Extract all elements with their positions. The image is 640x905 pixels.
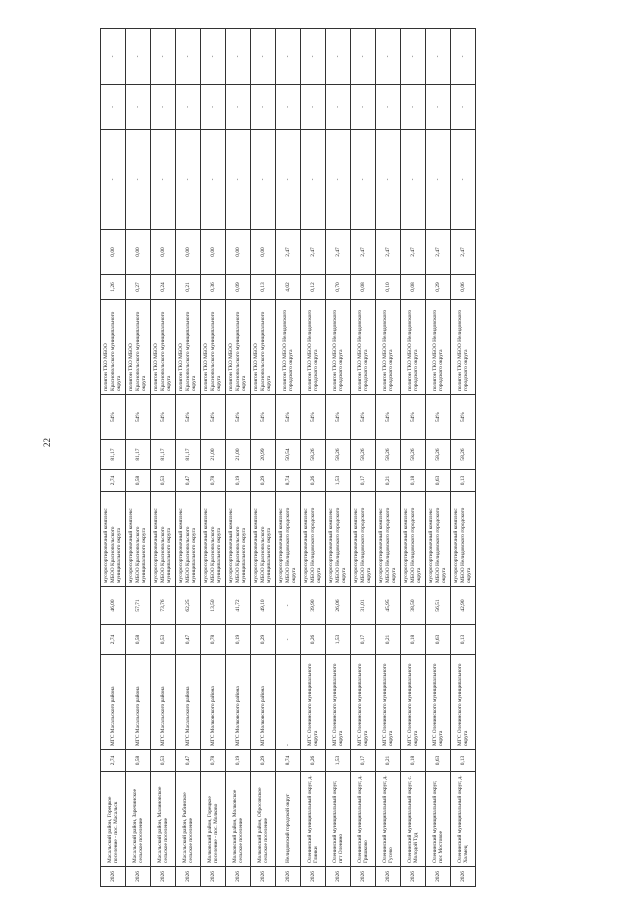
landfill-cell: полигон ТКО МБОО Нелидовского городского округа bbox=[426, 300, 451, 395]
sorting-percent-cell: 54% bbox=[176, 395, 201, 440]
sorting-complex-cell: мусоросортировочный комплекс МБОО Краснопольского муниципального округа bbox=[201, 492, 226, 587]
sorting-percent-cell: 54% bbox=[151, 395, 176, 440]
settlement-cell: Молковский район, Горецкое поселение - пос. Молково bbox=[201, 772, 226, 867]
empty-cell-2: - bbox=[226, 85, 251, 130]
landfill-cell: полигон ТКО МБОО Краснопольского муниципального округа bbox=[251, 300, 276, 395]
settlement-cell: Оленинский муниципальный округ, с. Молодой Туд bbox=[401, 772, 426, 867]
transfer-station-cell: МГС Оленинского муниципального округа bbox=[301, 655, 326, 750]
sorting-complex-cell: мусоросортировочный комплекс МБОО Нелидовского городского округа bbox=[426, 492, 451, 587]
settlement-cell: Оленинский муниципальный округ, д. Гусево bbox=[376, 772, 401, 867]
empty-cell-1: - bbox=[126, 130, 151, 230]
transfer-volume-cell: 0,13 bbox=[451, 625, 476, 655]
landfill-volume-cell: 0,08 bbox=[401, 275, 426, 300]
empty-cell-1: - bbox=[276, 130, 301, 230]
transfer-station-cell: МГС Масальского района bbox=[101, 655, 126, 750]
table-row bbox=[276, 29, 301, 887]
distance-cell: 26,06 bbox=[326, 587, 351, 625]
settlement-cell: Оленинский муниципальный округ, пгт Оленино bbox=[326, 772, 351, 867]
sorting-volume-cell: 0,17 bbox=[351, 470, 376, 492]
sorting-complex-cell: мусоросортировочный комплекс МБОО Краснопольского муниципального округа bbox=[251, 492, 276, 587]
sorting-distance-cell: 81,17 bbox=[151, 440, 176, 470]
empty-cell-2: - bbox=[326, 85, 351, 130]
sorting-volume-cell: 1,53 bbox=[326, 470, 351, 492]
sorting-distance-cell: 58,26 bbox=[451, 440, 476, 470]
distance-cell: 38,50 bbox=[401, 587, 426, 625]
landfill-distance-cell: 0,00 bbox=[151, 230, 176, 275]
sorting-complex-cell: мусоросортировочный комплекс МБОО Нелидовского городского округа bbox=[351, 492, 376, 587]
sorting-distance-cell: 81,17 bbox=[101, 440, 126, 470]
sorting-complex-cell: мусоросортировочный комплекс МБОО Краснопольского муниципального округа bbox=[101, 492, 126, 587]
volume-cell: 8,74 bbox=[276, 750, 301, 772]
volume-cell: 0,63 bbox=[426, 750, 451, 772]
settlement-cell: Масальский район, Малиновское сельское поселение bbox=[151, 772, 176, 867]
distance-cell: 31,01 bbox=[351, 587, 376, 625]
sorting-distance-cell: 81,17 bbox=[176, 440, 201, 470]
empty-cell-3: - bbox=[351, 29, 376, 85]
distance-cell: 39,90 bbox=[301, 587, 326, 625]
empty-cell-3: - bbox=[101, 29, 126, 85]
landfill-distance-cell: 2,47 bbox=[426, 230, 451, 275]
empty-cell-3: - bbox=[126, 29, 151, 85]
transfer-station-cell: МГС Молковского района bbox=[201, 655, 226, 750]
year-cell: 2026 bbox=[201, 867, 226, 887]
settlement-cell: Нелидовский городской округ bbox=[276, 772, 301, 867]
transfer-volume-cell: 0,47 bbox=[176, 625, 201, 655]
landfill-cell: полигон ТКО МБОО Краснопольского муниципального округа bbox=[101, 300, 126, 395]
landfill-volume-cell: 0,70 bbox=[326, 275, 351, 300]
distance-cell: 73,76 bbox=[151, 587, 176, 625]
sorting-complex-cell: мусоросортировочный комплекс МБОО Краснопольского муниципального округа bbox=[151, 492, 176, 587]
distance-cell: 46,00 bbox=[101, 587, 126, 625]
transfer-volume-cell: 0,63 bbox=[426, 625, 451, 655]
sorting-complex-cell: мусоросортировочный комплекс МБОО Краснопольского муниципального округа bbox=[126, 492, 151, 587]
landfill-distance-cell: 0,00 bbox=[201, 230, 226, 275]
landfill-distance-cell: 2,47 bbox=[326, 230, 351, 275]
sorting-complex-cell: мусоросортировочный комплекс МБОО Нелидовского городского округа bbox=[376, 492, 401, 587]
sorting-percent-cell: 54% bbox=[326, 395, 351, 440]
landfill-volume-cell: 0,24 bbox=[151, 275, 176, 300]
year-cell: 2026 bbox=[451, 867, 476, 887]
transfer-volume-cell: 0,21 bbox=[376, 625, 401, 655]
year-cell: 2026 bbox=[151, 867, 176, 887]
table-row bbox=[251, 29, 276, 887]
landfill-volume-cell: 4,02 bbox=[276, 275, 301, 300]
sorting-percent-cell: 54% bbox=[301, 395, 326, 440]
year-cell: 2026 bbox=[351, 867, 376, 887]
empty-cell-1: - bbox=[351, 130, 376, 230]
transfer-station-cell: МГС Масальского района bbox=[151, 655, 176, 750]
settlement-cell: Оленинский муниципальный округ, д. Холмец bbox=[451, 772, 476, 867]
landfill-distance-cell: 0,00 bbox=[126, 230, 151, 275]
landfill-cell: полигон ТКО МБОО Нелидовского городского округа bbox=[276, 300, 301, 395]
landfill-volume-cell: 0,09 bbox=[226, 275, 251, 300]
landfill-distance-cell: 2,47 bbox=[451, 230, 476, 275]
settlement-cell: Масальский район, Рыбинское сельское поселение bbox=[176, 772, 201, 867]
transfer-station-cell: МГС Масальского района bbox=[176, 655, 201, 750]
sorting-percent-cell: 54% bbox=[251, 395, 276, 440]
landfill-distance-cell: 2,47 bbox=[401, 230, 426, 275]
empty-cell-1: - bbox=[426, 130, 451, 230]
transfer-station-cell: МГС Молковского района bbox=[226, 655, 251, 750]
transfer-volume-cell: - bbox=[276, 625, 301, 655]
transfer-station-cell: МГС Масальского района bbox=[126, 655, 151, 750]
empty-cell-2: - bbox=[426, 85, 451, 130]
empty-cell-2: - bbox=[276, 85, 301, 130]
empty-cell-2: - bbox=[176, 85, 201, 130]
empty-cell-2: - bbox=[301, 85, 326, 130]
landfill-distance-cell: 2,47 bbox=[276, 230, 301, 275]
year-cell: 2026 bbox=[126, 867, 151, 887]
landfill-volume-cell: 0,36 bbox=[201, 275, 226, 300]
year-cell: 2026 bbox=[401, 867, 426, 887]
landfill-cell: полигон ТКО МБОО Краснопольского муниципального округа bbox=[126, 300, 151, 395]
transfer-volume-cell: 0,29 bbox=[251, 625, 276, 655]
distance-cell: 42,90 bbox=[451, 587, 476, 625]
empty-cell-1: - bbox=[176, 130, 201, 230]
table-row bbox=[201, 29, 226, 887]
empty-cell-3: - bbox=[276, 29, 301, 85]
landfill-distance-cell: 0,00 bbox=[176, 230, 201, 275]
sorting-complex-cell: мусоросортировочный комплекс МБОО Нелидовского городского округа bbox=[276, 492, 301, 587]
year-cell: 2026 bbox=[176, 867, 201, 887]
year-cell: 2026 bbox=[326, 867, 351, 887]
sorting-distance-cell: 58,26 bbox=[326, 440, 351, 470]
transfer-station-cell: - bbox=[276, 655, 301, 750]
empty-cell-2: - bbox=[101, 85, 126, 130]
empty-cell-2: - bbox=[201, 85, 226, 130]
empty-cell-3: - bbox=[201, 29, 226, 85]
sorting-distance-cell: 50,54 bbox=[276, 440, 301, 470]
year-cell: 2026 bbox=[276, 867, 301, 887]
empty-cell-1: - bbox=[251, 130, 276, 230]
sorting-volume-cell: 0,21 bbox=[376, 470, 401, 492]
sorting-percent-cell: 54% bbox=[126, 395, 151, 440]
empty-cell-2: - bbox=[401, 85, 426, 130]
empty-cell-3: - bbox=[151, 29, 176, 85]
sorting-percent-cell: 54% bbox=[426, 395, 451, 440]
settlement-cell: Молковский район, Молковское сельское поселение bbox=[226, 772, 251, 867]
table-row bbox=[326, 29, 351, 887]
empty-cell-1: - bbox=[301, 130, 326, 230]
empty-cell-2: - bbox=[251, 85, 276, 130]
distance-cell: 57,71 bbox=[126, 587, 151, 625]
transfer-volume-cell: 1,53 bbox=[326, 625, 351, 655]
sorting-percent-cell: 54% bbox=[376, 395, 401, 440]
transfer-volume-cell: 0,58 bbox=[126, 625, 151, 655]
volume-cell: 0,53 bbox=[151, 750, 176, 772]
year-cell: 2026 bbox=[251, 867, 276, 887]
empty-cell-3: - bbox=[176, 29, 201, 85]
volume-cell: 0,29 bbox=[251, 750, 276, 772]
sorting-distance-cell: 58,26 bbox=[351, 440, 376, 470]
sorting-volume-cell: 0,78 bbox=[201, 470, 226, 492]
transfer-station-cell: МГС Молковского района bbox=[251, 655, 276, 750]
landfill-volume-cell: 0,10 bbox=[376, 275, 401, 300]
volume-cell: 0,58 bbox=[126, 750, 151, 772]
volume-cell: 0,19 bbox=[226, 750, 251, 772]
settlement-cell: Оленинский муниципальный округ, д. Гришково bbox=[351, 772, 376, 867]
landfill-volume-cell: 0,29 bbox=[426, 275, 451, 300]
settlement-cell: Молковский район, Обросовское сельское поселение bbox=[251, 772, 276, 867]
empty-cell-3: - bbox=[451, 29, 476, 85]
sorting-percent-cell: 54% bbox=[201, 395, 226, 440]
volume-cell: 0,13 bbox=[451, 750, 476, 772]
sorting-complex-cell: мусоросортировочный комплекс МБОО Нелидовского городского округа bbox=[326, 492, 351, 587]
sorting-volume-cell: 0,63 bbox=[426, 470, 451, 492]
empty-cell-1: - bbox=[376, 130, 401, 230]
empty-cell-1: - bbox=[451, 130, 476, 230]
year-cell: 2026 bbox=[301, 867, 326, 887]
sorting-percent-cell: 54% bbox=[101, 395, 126, 440]
sorting-distance-cell: 21,00 bbox=[201, 440, 226, 470]
empty-cell-3: - bbox=[426, 29, 451, 85]
sorting-percent-cell: 54% bbox=[226, 395, 251, 440]
landfill-volume-cell: 0,21 bbox=[176, 275, 201, 300]
landfill-distance-cell: 0,00 bbox=[226, 230, 251, 275]
empty-cell-3: - bbox=[401, 29, 426, 85]
empty-cell-3: - bbox=[301, 29, 326, 85]
volume-cell: 0,78 bbox=[201, 750, 226, 772]
distance-cell: 13,50 bbox=[201, 587, 226, 625]
empty-cell-1: - bbox=[101, 130, 126, 230]
empty-cell-3: - bbox=[326, 29, 351, 85]
settlement-cell: Оленинский муниципальный округ, пос Мостовое bbox=[426, 772, 451, 867]
volume-cell: 2,74 bbox=[101, 750, 126, 772]
table-row bbox=[301, 29, 326, 887]
volume-cell: 0,47 bbox=[176, 750, 201, 772]
sorting-distance-cell: 58,26 bbox=[376, 440, 401, 470]
table-row bbox=[101, 29, 126, 887]
sorting-complex-cell: мусоросортировочный комплекс МБОО Нелидовского городского округа bbox=[401, 492, 426, 587]
landfill-cell: полигон ТКО МБОО Краснопольского муниципального округа bbox=[176, 300, 201, 395]
sorting-percent-cell: 54% bbox=[451, 395, 476, 440]
empty-cell-3: - bbox=[251, 29, 276, 85]
landfill-volume-cell: 0,06 bbox=[451, 275, 476, 300]
transfer-volume-cell: 0,17 bbox=[351, 625, 376, 655]
empty-cell-1: - bbox=[226, 130, 251, 230]
table-row bbox=[401, 29, 426, 887]
sorting-complex-cell: мусоросортировочный комплекс МБОО Нелидовского городского округа bbox=[301, 492, 326, 587]
transfer-station-cell: МГС Оленинского муниципального округа bbox=[451, 655, 476, 750]
landfill-distance-cell: 2,47 bbox=[376, 230, 401, 275]
waste-flow-table bbox=[100, 28, 476, 887]
empty-cell-2: - bbox=[376, 85, 401, 130]
landfill-cell: полигон ТКО МБОО Нелидовского городского округа bbox=[401, 300, 426, 395]
sorting-volume-cell: 0,13 bbox=[451, 470, 476, 492]
empty-cell-1: - bbox=[326, 130, 351, 230]
table-row bbox=[426, 29, 451, 887]
empty-cell-2: - bbox=[351, 85, 376, 130]
transfer-volume-cell: 0,18 bbox=[401, 625, 426, 655]
year-cell: 2026 bbox=[226, 867, 251, 887]
sorting-complex-cell: мусоросортировочный комплекс МБОО Краснопольского муниципального округа bbox=[176, 492, 201, 587]
landfill-volume-cell: 0,08 bbox=[351, 275, 376, 300]
sorting-volume-cell: 0,53 bbox=[151, 470, 176, 492]
table-row bbox=[451, 29, 476, 887]
page-number: 22 bbox=[42, 438, 52, 447]
transfer-volume-cell: 0,26 bbox=[301, 625, 326, 655]
landfill-volume-cell: 0,27 bbox=[126, 275, 151, 300]
landfill-cell: полигон ТКО МБОО Краснопольского муниципального округа bbox=[226, 300, 251, 395]
distance-cell: - bbox=[276, 587, 301, 625]
distance-cell: 56,51 bbox=[426, 587, 451, 625]
sorting-percent-cell: 54% bbox=[401, 395, 426, 440]
landfill-volume-cell: 1,26 bbox=[101, 275, 126, 300]
sorting-volume-cell: 0,29 bbox=[251, 470, 276, 492]
table-row bbox=[126, 29, 151, 887]
table-row bbox=[376, 29, 401, 887]
distance-cell: 49,10 bbox=[251, 587, 276, 625]
landfill-cell: полигон ТКО МБОО Нелидовского городского округа bbox=[451, 300, 476, 395]
landfill-distance-cell: 0,00 bbox=[101, 230, 126, 275]
sorting-distance-cell: 58,26 bbox=[301, 440, 326, 470]
year-cell: 2026 bbox=[376, 867, 401, 887]
distance-cell: 41,72 bbox=[226, 587, 251, 625]
year-cell: 2026 bbox=[101, 867, 126, 887]
sorting-distance-cell: 81,17 bbox=[126, 440, 151, 470]
transfer-volume-cell: 0,78 bbox=[201, 625, 226, 655]
table-row bbox=[351, 29, 376, 887]
transfer-station-cell: МГС Оленинского муниципального округа bbox=[351, 655, 376, 750]
empty-cell-3: - bbox=[376, 29, 401, 85]
empty-cell-2: - bbox=[151, 85, 176, 130]
empty-cell-1: - bbox=[201, 130, 226, 230]
sorting-percent-cell: 54% bbox=[351, 395, 376, 440]
transfer-station-cell: МГС Оленинского муниципального округа bbox=[401, 655, 426, 750]
volume-cell: 1,53 bbox=[326, 750, 351, 772]
landfill-distance-cell: 2,47 bbox=[301, 230, 326, 275]
sorting-volume-cell: 0,19 bbox=[226, 470, 251, 492]
sorting-volume-cell: 2,74 bbox=[101, 470, 126, 492]
volume-cell: 0,18 bbox=[401, 750, 426, 772]
transfer-volume-cell: 0,53 bbox=[151, 625, 176, 655]
distance-cell: 62,25 bbox=[176, 587, 201, 625]
landfill-distance-cell: 0,00 bbox=[251, 230, 276, 275]
sorting-volume-cell: 8,74 bbox=[276, 470, 301, 492]
empty-cell-2: - bbox=[126, 85, 151, 130]
empty-cell-1: - bbox=[401, 130, 426, 230]
settlement-cell: Оленинский муниципальный округ, д. Глинки bbox=[301, 772, 326, 867]
landfill-cell: полигон ТКО МБОО Нелидовского городского округа bbox=[351, 300, 376, 395]
sorting-volume-cell: 0,26 bbox=[301, 470, 326, 492]
distance-cell: 45,95 bbox=[376, 587, 401, 625]
transfer-volume-cell: 0,19 bbox=[226, 625, 251, 655]
sorting-distance-cell: 58,26 bbox=[426, 440, 451, 470]
transfer-volume-cell: 2,74 bbox=[101, 625, 126, 655]
sorting-complex-cell: мусоросортировочный комплекс МБОО Нелидовского городского округа bbox=[451, 492, 476, 587]
sorting-distance-cell: 58,26 bbox=[401, 440, 426, 470]
landfill-cell: полигон ТКО МБОО Краснопольского муниципального округа bbox=[151, 300, 176, 395]
landfill-volume-cell: 0,12 bbox=[301, 275, 326, 300]
table-row bbox=[226, 29, 251, 887]
sorting-volume-cell: 0,47 bbox=[176, 470, 201, 492]
transfer-station-cell: МГС Оленинского муниципального округа bbox=[376, 655, 401, 750]
table-row bbox=[151, 29, 176, 887]
sorting-volume-cell: 0,58 bbox=[126, 470, 151, 492]
landfill-cell: полигон ТКО МБОО Краснопольского муниципального округа bbox=[201, 300, 226, 395]
sorting-distance-cell: 21,00 bbox=[226, 440, 251, 470]
volume-cell: 0,17 bbox=[351, 750, 376, 772]
landfill-distance-cell: 2,47 bbox=[351, 230, 376, 275]
transfer-station-cell: МГС Оленинского муниципального округа bbox=[426, 655, 451, 750]
landfill-volume-cell: 0,13 bbox=[251, 275, 276, 300]
table-row bbox=[176, 29, 201, 887]
settlement-cell: Масальский район, Горецкое поселение - пос. Масальск bbox=[101, 772, 126, 867]
transfer-station-cell: МГС Оленинского муниципального округа bbox=[326, 655, 351, 750]
landfill-cell: полигон ТКО МБОО Нелидовского городского округа bbox=[376, 300, 401, 395]
empty-cell-2: - bbox=[451, 85, 476, 130]
sorting-percent-cell: 54% bbox=[276, 395, 301, 440]
year-cell: 2026 bbox=[426, 867, 451, 887]
landfill-cell: полигон ТКО МБОО Нелидовского городского округа bbox=[326, 300, 351, 395]
settlement-cell: Масальский район, Заречинское сельское поселение bbox=[126, 772, 151, 867]
empty-cell-1: - bbox=[151, 130, 176, 230]
volume-cell: 0,21 bbox=[376, 750, 401, 772]
empty-cell-3: - bbox=[226, 29, 251, 85]
sorting-complex-cell: мусоросортировочный комплекс МБОО Краснопольского муниципального округа bbox=[226, 492, 251, 587]
sorting-distance-cell: 20,99 bbox=[251, 440, 276, 470]
volume-cell: 0,26 bbox=[301, 750, 326, 772]
sorting-volume-cell: 0,18 bbox=[401, 470, 426, 492]
landfill-cell: полигон ТКО МБОО Нелидовского городского округа bbox=[301, 300, 326, 395]
